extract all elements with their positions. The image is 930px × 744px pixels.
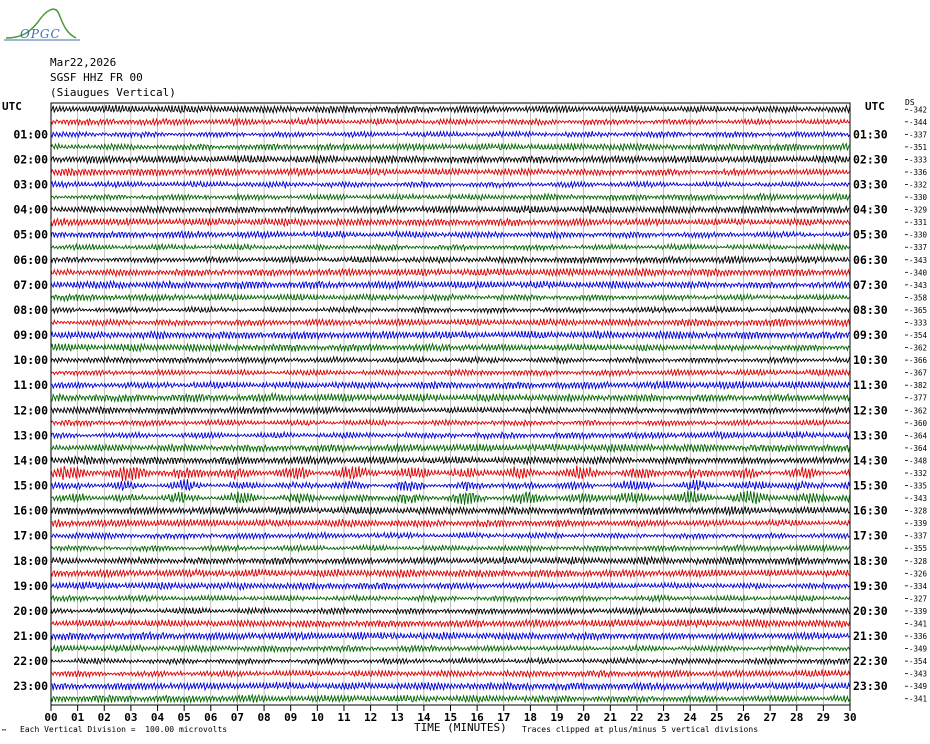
ds-label: DS <box>905 98 915 107</box>
trace-offset-label: -340 <box>909 268 928 278</box>
trace-offset-label: -355 <box>909 544 928 554</box>
left-hour-label: 01:00 <box>13 127 48 142</box>
left-hour-label: 08:00 <box>13 302 48 317</box>
footer-marker: ™ <box>2 728 7 736</box>
footer-clip-note: Traces clipped at plus/minus 5 vertical divisions <box>522 725 759 734</box>
trace-offset-label: -362 <box>909 406 928 416</box>
left-hour-label: 12:00 <box>13 403 48 418</box>
x-tick-label: 09 <box>284 711 298 724</box>
trace-offset-label: -337 <box>909 130 928 140</box>
left-hour-label: 02:00 <box>13 152 48 167</box>
right-hour-label: 03:30 <box>853 177 888 192</box>
x-tick-label: 01 <box>71 711 85 724</box>
trace-offset-label: -343 <box>909 255 928 265</box>
right-hour-label: 19:30 <box>853 578 888 593</box>
header-location: (Siaugues Vertical) <box>50 86 176 99</box>
right-hour-label: 17:30 <box>853 528 888 543</box>
x-tick-label: 16 <box>470 711 484 724</box>
x-tick-label: 27 <box>763 711 777 724</box>
trace-offset-label: -330 <box>909 230 928 240</box>
right-hour-label: 22:30 <box>853 654 888 669</box>
x-tick-label: 11 <box>337 711 351 724</box>
x-tick-label: 25 <box>710 711 724 724</box>
trace-offset-label: -364 <box>909 443 928 453</box>
right-hour-label: 08:30 <box>853 302 888 317</box>
right-hour-label: 13:30 <box>853 428 888 443</box>
trace-offset-label: -333 <box>909 318 928 328</box>
trace-offset-label: -337 <box>909 531 928 541</box>
right-hour-label: 06:30 <box>853 252 888 267</box>
trace-offset-label: -335 <box>909 481 928 491</box>
trace-offset-label: -343 <box>909 494 928 504</box>
x-tick-label: 03 <box>124 711 138 724</box>
trace-offset-label: -339 <box>909 519 928 529</box>
right-hour-label: 12:30 <box>853 403 888 418</box>
left-hour-label: 18:00 <box>13 553 48 568</box>
right-hour-label: 20:30 <box>853 603 888 618</box>
trace-offset-label: -343 <box>909 669 928 679</box>
trace-offset-label: -367 <box>909 368 928 378</box>
x-tick-label: 14 <box>417 711 431 724</box>
trace-offset-label: -333 <box>909 155 928 165</box>
trace-offset-label: -327 <box>909 594 928 604</box>
right-hour-label: 14:30 <box>853 453 888 468</box>
trace-offset-label: -339 <box>909 606 928 616</box>
x-tick-label: 22 <box>630 711 644 724</box>
right-hour-label: 18:30 <box>853 553 888 568</box>
x-tick-label: 12 <box>363 711 378 724</box>
trace-offset-label: -330 <box>909 193 928 203</box>
trace-offset-label: -349 <box>909 644 928 654</box>
trace-offset-label: -364 <box>909 431 928 441</box>
trace-offset-label: -336 <box>909 632 928 642</box>
right-hour-label: 21:30 <box>853 629 888 644</box>
x-tick-label: 30 <box>843 711 857 724</box>
left-utc-label: UTC <box>2 100 22 113</box>
trace-offset-label: -341 <box>909 694 928 704</box>
left-hour-label: 21:00 <box>13 629 48 644</box>
left-hour-label: 10:00 <box>13 353 48 368</box>
right-hour-label: 05:30 <box>853 227 888 242</box>
left-hour-label: 07:00 <box>13 277 48 292</box>
right-hour-label: 01:30 <box>853 127 888 142</box>
left-hour-label: 11:00 <box>13 378 48 393</box>
trace-offset-label: -365 <box>909 305 928 315</box>
right-hour-label: 04:30 <box>853 202 888 217</box>
trace-offset-label: -351 <box>909 142 928 152</box>
left-hour-label: 14:00 <box>13 453 48 468</box>
left-hour-label: 05:00 <box>13 227 48 242</box>
trace-offset-label: -382 <box>909 381 928 391</box>
right-hour-label: 10:30 <box>853 353 888 368</box>
trace-offset-label: -354 <box>909 657 928 667</box>
left-hour-label: 23:00 <box>13 679 48 694</box>
trace-offset-label: -348 <box>909 456 928 466</box>
left-hour-label: 13:00 <box>13 428 48 443</box>
left-hour-label: 15:00 <box>13 478 48 493</box>
x-tick-label: 28 <box>790 711 804 724</box>
right-hour-label: 11:30 <box>853 378 888 393</box>
trace-offset-label: -332 <box>909 468 928 478</box>
trace-offset-label: -354 <box>909 331 928 341</box>
header-station: SGSF HHZ FR 00 <box>50 71 143 84</box>
trace-offset-label: -377 <box>909 393 928 403</box>
trace-offset-label: -360 <box>909 418 928 428</box>
x-axis-title: TIME (MINUTES) <box>414 721 507 734</box>
logo-text: OPGC <box>20 27 61 41</box>
x-tick-label: 18 <box>523 711 538 724</box>
x-tick-label: 10 <box>310 711 324 724</box>
right-hour-label: 07:30 <box>853 277 888 292</box>
footer-scale-note: Each Vertical Division = 100.00 microvolts <box>20 725 228 734</box>
trace-offset-label: -332 <box>909 180 928 190</box>
x-tick-label: 24 <box>683 711 697 724</box>
x-tick-label: 15 <box>443 711 458 724</box>
trace-offset-label: -334 <box>909 581 928 591</box>
x-tick-label: 29 <box>816 711 830 724</box>
x-tick-label: 23 <box>656 711 671 724</box>
x-tick-label: 26 <box>736 711 751 724</box>
trace-offset-label: -342 <box>909 105 928 115</box>
x-tick-label: 21 <box>603 711 617 724</box>
right-hour-label: 09:30 <box>853 328 888 343</box>
x-tick-label: 19 <box>550 711 564 724</box>
header-date: Mar22,2026 <box>50 56 117 69</box>
x-tick-label: 05 <box>177 711 191 724</box>
trace-offset-label: -358 <box>909 293 928 303</box>
left-hour-label: 16:00 <box>13 503 48 518</box>
right-hour-label: 02:30 <box>853 152 888 167</box>
left-hour-label: 04:00 <box>13 202 48 217</box>
left-hour-label: 06:00 <box>13 252 48 267</box>
trace-offset-label: -329 <box>909 205 928 215</box>
trace-offset-label: -328 <box>909 556 928 566</box>
x-tick-label: 06 <box>204 711 218 724</box>
trace-offset-label: -344 <box>909 117 928 127</box>
x-tick-label: 20 <box>577 711 591 724</box>
left-hour-label: 09:00 <box>13 328 48 343</box>
x-tick-label: 00 <box>44 711 58 724</box>
x-tick-label: 07 <box>230 711 245 724</box>
trace-offset-label: -341 <box>909 619 928 629</box>
left-hour-label: 20:00 <box>13 603 48 618</box>
trace-offset-label: -349 <box>909 682 928 692</box>
trace-offset-label: -328 <box>909 506 928 516</box>
left-hour-label: 19:00 <box>13 578 48 593</box>
right-hour-label: 23:30 <box>853 679 888 694</box>
trace-offset-label: -326 <box>909 569 928 579</box>
right-utc-label: UTC <box>865 100 885 113</box>
trace-offset-label: -343 <box>909 280 928 290</box>
trace-offset-label: -331 <box>909 218 928 228</box>
left-hour-label: 17:00 <box>13 528 48 543</box>
left-hour-label: 22:00 <box>13 654 48 669</box>
x-tick-label: 13 <box>390 711 404 724</box>
right-hour-label: 16:30 <box>853 503 888 518</box>
x-tick-label: 04 <box>150 711 165 724</box>
trace-offset-label: -362 <box>909 343 928 353</box>
trace-offset-label: -366 <box>909 356 928 366</box>
x-tick-label: 17 <box>497 711 511 724</box>
trace-offset-label: -336 <box>909 167 928 177</box>
x-tick-label: 08 <box>257 711 271 724</box>
x-tick-label: 02 <box>97 711 111 724</box>
trace-offset-label: -337 <box>909 243 928 253</box>
left-hour-label: 03:00 <box>13 177 48 192</box>
right-hour-label: 15:30 <box>853 478 888 493</box>
